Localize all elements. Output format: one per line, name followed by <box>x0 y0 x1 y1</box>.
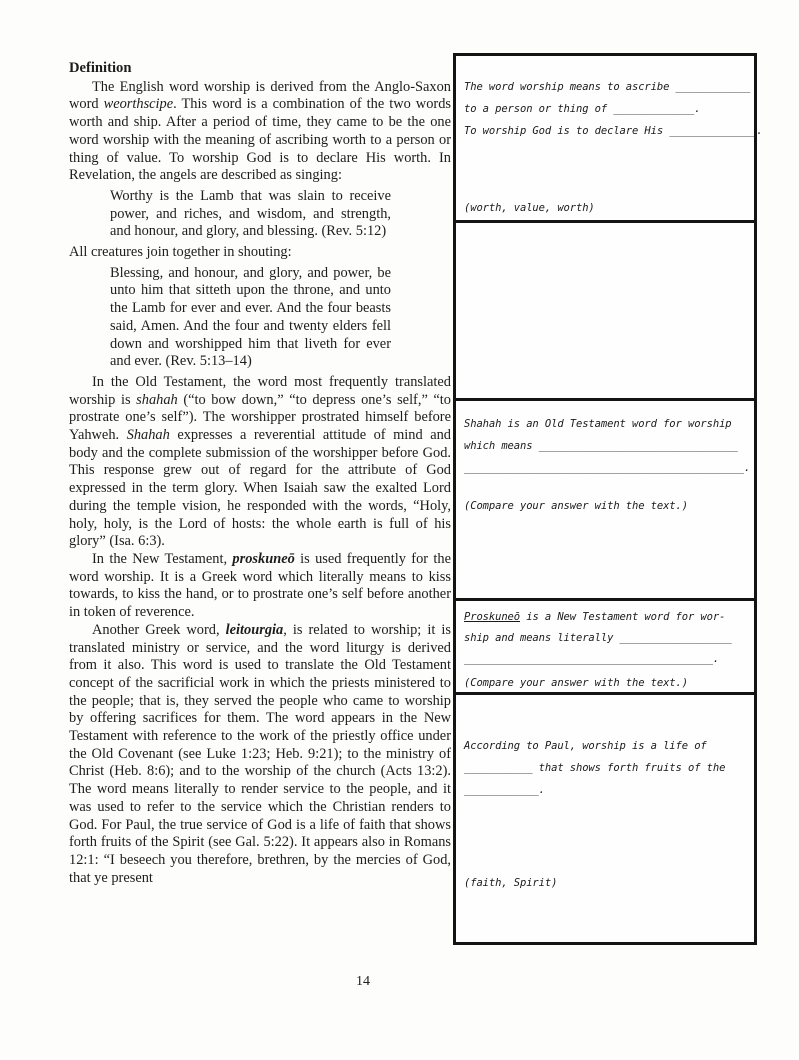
text-segment: In the New Testament, <box>92 550 233 567</box>
exercise-line <box>464 757 750 779</box>
text-segment: . This word is a combination of the two words worth and ship. After a period of time, they came to be the one word worship with the meaning of ascribing worth to a person or thing of value. To worship God is to declare His worth. In Revelation, the angels are described as singing: <box>69 96 451 184</box>
text-segment: Blessing, and honour, and glory, and power, be unto him that sitteth upon the throne, and unto the Lamb for ever and ever. And the four beasts said, Amen. And the four and twenty elders fell down and worshipped him that liveth for ever and ever. (Rev. 5:13–14) <box>110 264 391 370</box>
text-segment: Shahah <box>126 427 170 444</box>
text-segment: is used frequently for the word worship. It is a Greek word which literally means to kiss towards, to kiss the hand, or to prostrate one’s self before another in token of reverence. <box>69 550 452 621</box>
text-segment: (worth, value, worth) <box>464 202 595 214</box>
exercise-box-proskuneo <box>453 598 757 695</box>
text-segment: The English word worship is derived from the Anglo-Saxon word <box>69 78 451 113</box>
body-paragraph <box>69 622 451 888</box>
page-number: 14 <box>356 974 370 989</box>
exercise-line <box>464 779 750 801</box>
body-paragraph <box>69 79 451 185</box>
text-segment: . <box>756 125 763 137</box>
exercise-line <box>464 649 750 670</box>
left-column-blocks <box>69 79 451 888</box>
text-segment: Worthy is the Lamb that was slain to receive power, and riches, and wisdom, and strength, and honour, and glory, and blessing. (Rev. 5:12) <box>110 187 391 240</box>
text-segment: to a person or thing of <box>464 103 614 115</box>
text-segment: proskuneō <box>232 550 295 567</box>
text-segment: . <box>538 784 545 796</box>
exercise-box-empty <box>453 220 757 401</box>
answer-key-line <box>464 495 750 517</box>
text-segment: To worship God is to declare His <box>464 125 670 137</box>
exercise-line <box>464 76 750 98</box>
exercise-line <box>464 607 750 628</box>
fill-in-blank: ____________ <box>675 81 751 93</box>
fill-in-blank: _____________________________________________ <box>464 462 744 474</box>
scripture-quote <box>110 188 391 241</box>
text-segment: Proskuneō <box>464 611 520 623</box>
text-segment: leitourgia <box>225 621 284 638</box>
exercise-line <box>464 120 763 142</box>
section-heading: Definition <box>69 60 132 76</box>
text-segment: According to Paul, worship is a life of <box>464 740 707 752</box>
exercise-boxes <box>453 53 763 945</box>
fill-in-blank: ____________ <box>464 784 539 796</box>
fill-in-blank: ________________________________ <box>538 440 738 452</box>
answer-key-line <box>464 197 750 219</box>
text-segment: (faith, Spirit) <box>464 877 558 889</box>
text-segment: (Compare your answer with the text.) <box>464 677 688 689</box>
text-segment: . <box>694 103 701 115</box>
exercise-line <box>464 98 750 120</box>
exercise-box-worship-definition <box>453 53 763 223</box>
text-segment: All creatures join together in shouting: <box>69 244 292 261</box>
exercise-line <box>464 413 750 435</box>
text-segment: . <box>743 462 751 474</box>
exercise-box-shahah <box>453 398 757 601</box>
fill-in-blank: _____________ <box>613 103 695 115</box>
fill-in-blank: __________________ <box>619 632 732 644</box>
exercise-line <box>464 457 750 479</box>
text-segment: Another Greek word, <box>92 621 226 638</box>
fill-in-blank: ___________ <box>464 762 533 774</box>
text-segment: is a New Testament word for wor- <box>520 611 726 623</box>
text-segment: , is related to worship; it is translated ministry or service, and the word liturgy is derived from it also. This word is used to translate the Old Testament concept of the sacrificial work in which the priests ministered to the people; that is, they served the people who came to worship by offering sacrifices for them. The word appears in the New Testament with reference to the work of the priestly office under the Old Covenant (see Luke 1:23; Heb. 9:21); to the ministry of Christ (Heb. 8:6); and to the worship of the church (Acts 13:2). The word means literally to render service to the people, and it was used to refer to the service which the Christian renders to God. For Paul, the true service of God is a life of faith that shows forth fruits of the Spirit (see Gal. 5:22). It appears also in Romans 12:1: “I beseech you therefore, brethren, by the mercies of God, that ye present <box>69 621 451 886</box>
left-column <box>69 60 451 887</box>
answer-key-line <box>464 872 750 894</box>
text-segment: weorthscipe <box>103 96 174 113</box>
text-segment: that shows forth fruits of the <box>532 762 726 774</box>
fill-in-blank: ______________ <box>669 125 757 137</box>
fill-in-blank: ________________________________________ <box>464 653 713 665</box>
text-segment: expresses a reverential attitude of mind and body and the complete submission of the worshipper before God. This response grew out of regard for the attribute of God expressed in the term glory. When Isaiah saw the exalted Lord during the temple vision, he responded with the words, “Holy, holy, holy, is the Lord of hosts: the whole earth is full of his glory” (Isa. 6:3). <box>69 427 451 550</box>
text-segment: . <box>712 653 720 665</box>
text-segment: shahah <box>136 391 178 408</box>
exercise-line <box>464 628 750 649</box>
body-paragraph <box>69 244 451 262</box>
scripture-quote <box>110 265 391 371</box>
text-segment: The word worship means to ascribe <box>464 81 676 93</box>
body-paragraph <box>69 374 451 551</box>
exercise-line <box>464 435 750 457</box>
text-segment: In the Old Testament, the word most frequently translated worship is <box>69 373 451 408</box>
answer-key-line <box>464 673 750 694</box>
text-segment: Shahah is an Old Testament word for worship <box>464 418 732 430</box>
text-segment: (“to bow down,” “to depress one’s self,” “to prostrate one’s self”). The worshipper prostrated himself before Yahweh. <box>69 391 452 444</box>
text-segment: (Compare your answer with the text.) <box>464 500 688 512</box>
exercise-line <box>464 735 750 757</box>
exercise-box-paul <box>453 692 757 945</box>
body-paragraph <box>69 551 451 622</box>
text-segment: which means <box>464 440 539 452</box>
text-segment: ship and means literally <box>464 632 620 644</box>
